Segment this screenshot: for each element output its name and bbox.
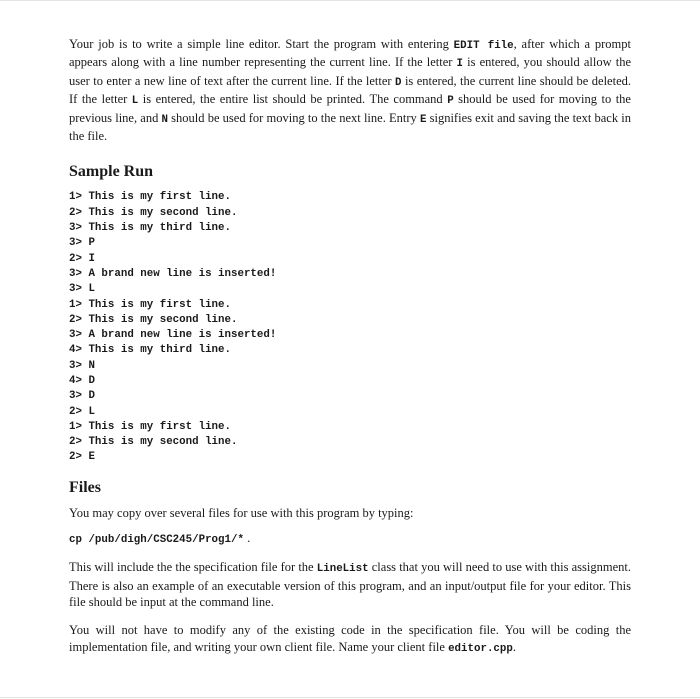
page-bottom-border	[0, 697, 700, 698]
files-heading: Files	[69, 478, 101, 496]
transcript-line: 2> This is my second line.	[69, 436, 238, 449]
copy-command-suffix: .	[243, 531, 251, 546]
sample-run-heading: Sample Run	[69, 163, 154, 181]
intro-paragraph	[69, 36, 631, 144]
transcript-line: 3> A brand new line is inserted!	[69, 329, 277, 342]
transcript-line: 3> N	[69, 359, 95, 372]
page-top-border	[0, 0, 700, 1]
copy-command-text: cp /pub/digh/CSC245/Prog1/*	[69, 534, 244, 547]
transcript-line: 1> This is my first line.	[69, 298, 231, 311]
transcript-line: 1> This is my first line.	[69, 191, 231, 204]
modify-text-1: You will not have to modify any of the existing code in the specification file. You will be coding the implementation file, and writing your own client file. Name your client file	[69, 623, 631, 654]
client-filename: editor.cpp	[448, 642, 513, 655]
transcript-line: 2> I	[69, 252, 95, 265]
edit-command: EDIT file	[453, 40, 514, 52]
intro-text-6: should be used for moving to the previous line, and	[69, 92, 631, 125]
spec-paragraph	[69, 559, 631, 610]
spec-text-2: class that you will need to use with this assignment. There is also an example of an executable version of this program, and an input/output file for your editor. This file should be input at the command line.	[69, 560, 631, 609]
transcript-line: 2> This is my second line.	[69, 313, 238, 326]
intro-text-3: is entered, you should allow the user to enter a new line of text after the current line. If the letter	[69, 55, 632, 88]
transcript-line: 4> D	[69, 375, 95, 387]
transcript-line: 3> This is my third line.	[69, 222, 231, 235]
transcript-line: 3> A brand new line is inserted!	[69, 267, 277, 280]
insert-command: I	[456, 58, 464, 71]
transcript-line: 3> L	[69, 283, 95, 296]
linelist-classname: LineList	[316, 563, 369, 576]
transcript-line: 4> This is my third line.	[69, 344, 231, 357]
modify-paragraph	[69, 622, 631, 657]
transcript-line: 2> L	[69, 405, 95, 418]
intro-text-4: is entered, the current line should be deleted. If the letter	[69, 73, 631, 107]
delete-command: D	[395, 76, 402, 89]
modify-text-2: .	[512, 639, 516, 654]
intro-text-8: signifies exit and saving the text back in the file.	[69, 110, 631, 144]
transcript-line: 2> This is my second line.	[69, 206, 238, 219]
exit-command: E	[419, 113, 427, 126]
document-page	[69, 36, 631, 657]
copy-command	[69, 530, 631, 548]
intro-text-2: , after which a prompt appears along with a line number representing the current line. If the letter	[69, 37, 631, 70]
intro-text-5: is entered, the entire list should be printed. The command	[138, 92, 448, 107]
next-command: N	[161, 113, 168, 126]
sample-run-transcript	[69, 190, 631, 465]
files-intro-paragraph: You may copy over several files for use with this program by typing:	[69, 505, 414, 520]
transcript-line: 1> This is my first line.	[69, 420, 231, 433]
intro-text-1: Your job is to write a simple line editor. Start the program with entering	[69, 37, 454, 51]
previous-command: P	[447, 95, 454, 108]
transcript-line: 3> D	[69, 390, 95, 403]
intro-text-7: should be used for moving to the next line. Entry	[168, 110, 420, 125]
spec-text-1: This will include the the specification file for the	[69, 560, 317, 575]
list-command: L	[131, 95, 139, 108]
transcript-line: 2> E	[69, 451, 95, 464]
transcript-line: 3> P	[69, 237, 95, 250]
